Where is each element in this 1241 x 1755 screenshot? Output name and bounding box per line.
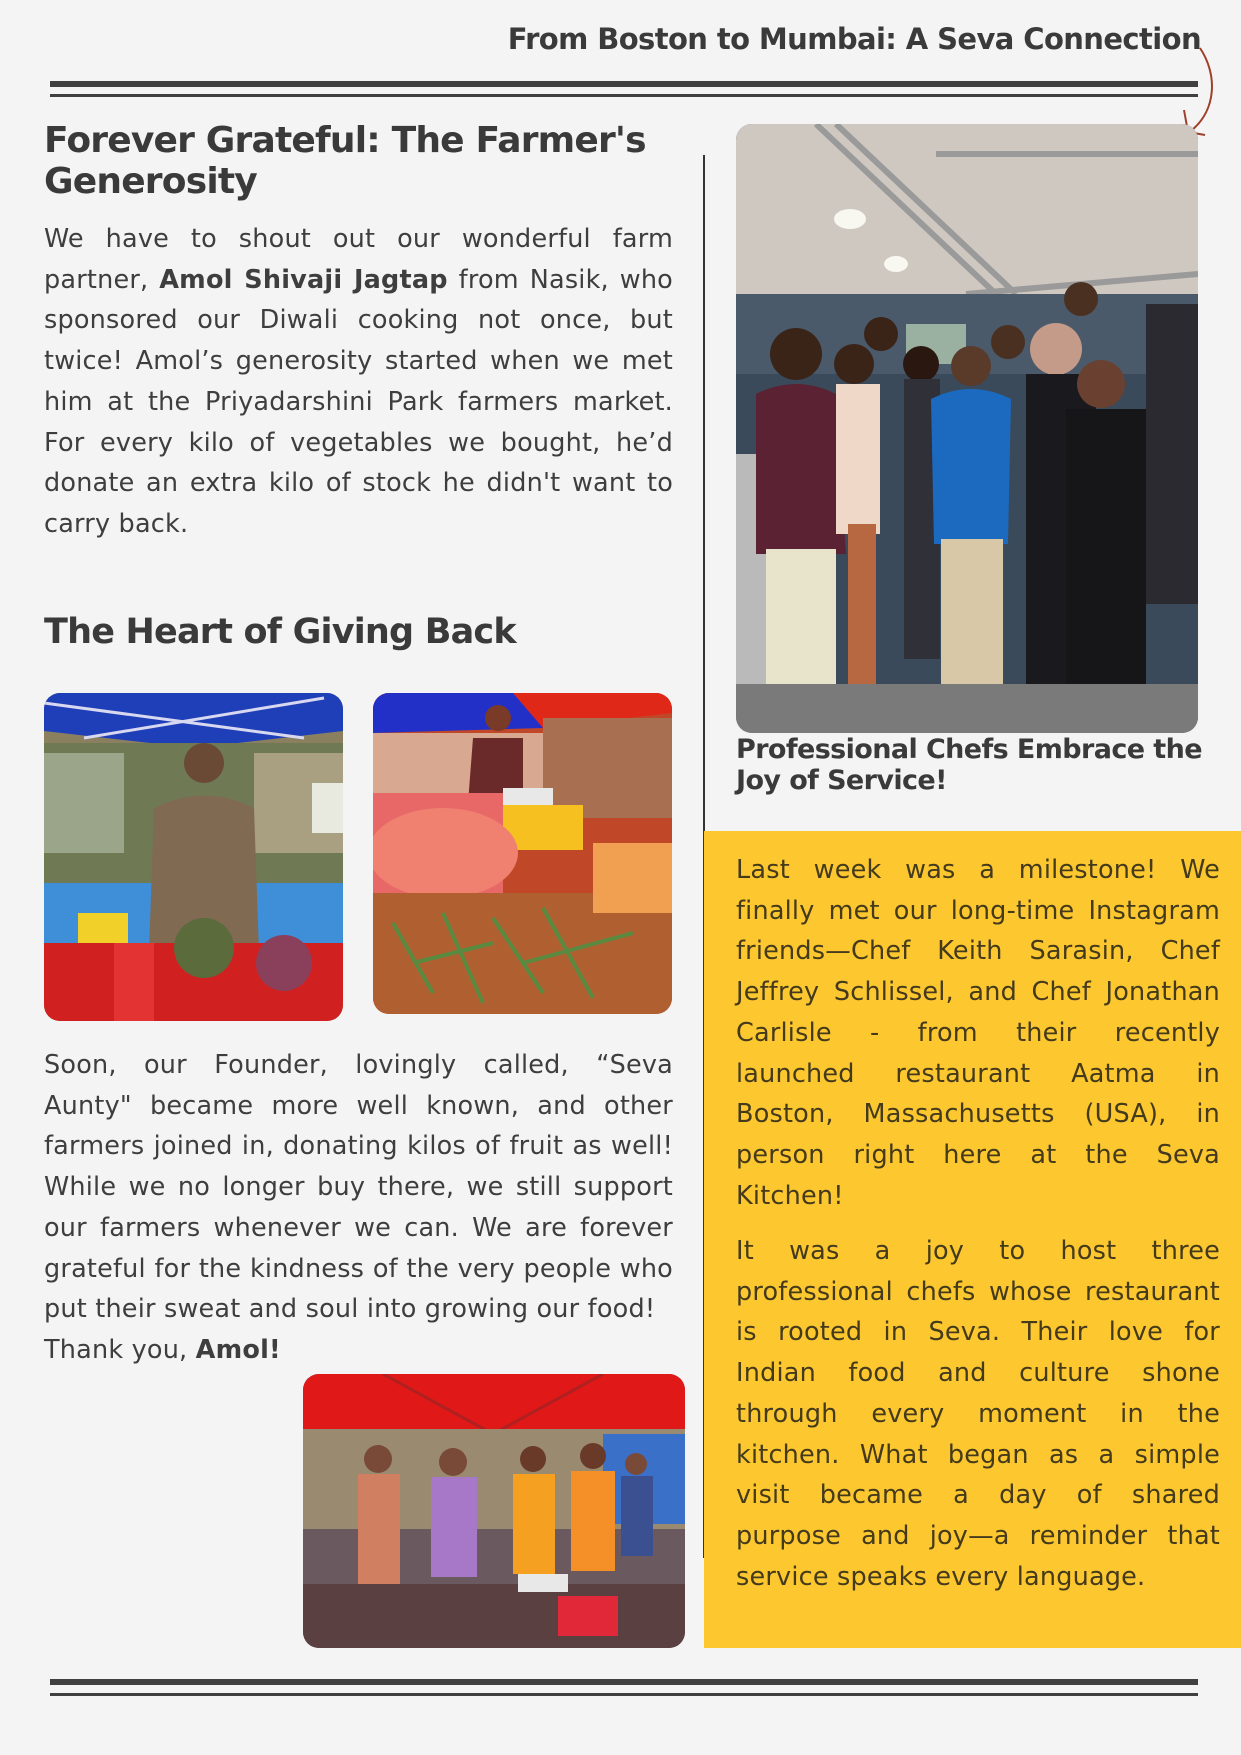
farmer-paragraph-intro: We have to shout out our wonderful farm partner, — [44, 224, 673, 295]
thanks-line — [44, 1330, 673, 1371]
footer-rule-thin — [50, 1693, 1198, 1696]
farmers-group-photo — [303, 1374, 685, 1648]
giving-back-text: Soon, our Founder, lovingly called, “Seva Aunty" became more well known, and other farmers joined in, donating kilos of fruit as well! While we no longer buy there, we still support our farmers whenever we can. We are forever grateful for the kindness of the very people who put their sweat and soul into growing our food! — [44, 1050, 673, 1325]
chefs-group-photo — [736, 124, 1198, 733]
chefs-photo-caption: Professional Chefs Embrace the Joy of Service! — [736, 734, 1202, 796]
header-rule-thin — [50, 94, 1198, 97]
farmer-paragraph-rest: from Nasik, who sponsored our Diwali cooking not once, but twice! Amol’s generosity started when we met him at the Priyadarshini Park farmers market. For every kilo of vegetables we bought, he’d donate an extra kilo of stock he didn't want to carry back. — [44, 264, 673, 539]
farmer-photo — [44, 693, 343, 1021]
header-rule-thick — [50, 81, 1198, 87]
section-heading-giving-back: The Heart of Giving Back — [44, 612, 516, 652]
chefs-paragraph-2: It was a joy to host three professional chefs whose restaurant is rooted in Seva. Their love for Indian food and culture shone through every moment in the kitchen. What began as a simple visit became a day of shared purpose and joy—a reminder that service speaks every language. — [736, 1236, 1220, 1592]
thanks-name: Amol! — [195, 1334, 281, 1365]
section-heading-farmer: Forever Grateful: The Farmer's Generosity — [44, 120, 646, 202]
farmer-paragraph — [44, 219, 673, 545]
chefs-paragraph-1: Last week was a milestone! We finally met our long-time Instagram friends—Chef Keith Sarasin, Chef Jeffrey Schlissel, and Chef Jonathan Carlisle - from their recently launched restaurant Aatma in Boston, Massachusetts (USA), in person right here at the Seva Kitchen! — [736, 855, 1220, 1211]
market-stall-photo — [373, 693, 672, 1014]
thanks-prefix: Thank you, — [44, 1334, 196, 1365]
giving-back-paragraph — [44, 1045, 673, 1371]
page-header-title: From Boston to Mumbai: A Seva Connection — [507, 22, 1201, 56]
farmer-name: Amol Shivaji Jagtap — [159, 264, 448, 295]
footer-rule-thick — [50, 1679, 1198, 1685]
